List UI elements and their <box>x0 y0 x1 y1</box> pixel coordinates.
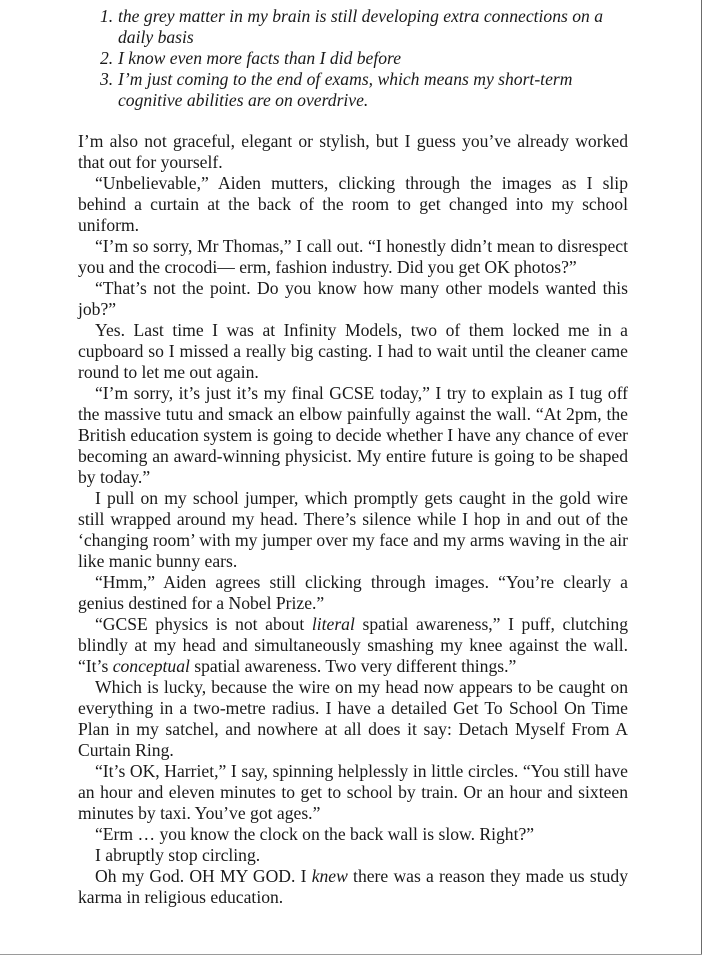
paragraph-text: “Unbelievable,” Aiden mutters, clicking through the images as I slip behind a curtain at the back of the room to get changed into my school uniform. <box>78 173 628 235</box>
paragraph <box>78 677 628 761</box>
paragraph-text: “It’s OK, Harriet,” I say, spinning helplessly in little circles. “You still have an hour and eleven minutes to get to school by train. Or an hour and sixteen minutes by taxi. You’ve got ages.” <box>78 761 628 823</box>
paragraph <box>78 131 628 173</box>
paragraph-text: “I’m so sorry, Mr Thomas,” I call out. “I honestly didn’t mean to disrespect you and the crocodi— erm, fashion industry. Did you get OK photos?” <box>78 236 628 277</box>
body-text <box>78 131 628 908</box>
paragraph-text: I pull on my school jumper, which promptly gets caught in the gold wire still wrapped around my head. There’s silence while I hop in and out of the ‘changing room’ with my jumper over my face and my arms waving in the air like manic bunny ears. <box>78 488 628 571</box>
paragraph-text: there was a reason they made us study karma in religious education. <box>78 866 628 907</box>
paragraph <box>78 761 628 824</box>
numbered-list <box>78 6 610 111</box>
paragraph <box>78 320 628 383</box>
paragraph-text: “Hmm,” Aiden agrees still clicking through images. “You’re clearly a genius destined for a Nobel Prize.” <box>78 572 628 613</box>
paragraph-text: “That’s not the point. Do you know how many other models wanted this job?” <box>78 278 628 319</box>
paragraph <box>78 236 628 278</box>
list-item: I’m just coming to the end of exams, which means my short-term cognitive abilities are on overdrive. <box>118 69 573 110</box>
paragraph <box>78 488 628 572</box>
paragraph-text: I’m also not graceful, elegant or stylish, but I guess you’ve already worked that out for yourself. <box>78 131 628 172</box>
list-item: the grey matter in my brain is still developing extra connections on a daily basis <box>118 6 604 47</box>
paragraph-text: Oh my God. OH MY GOD. I <box>95 866 312 886</box>
paragraph <box>78 383 628 488</box>
paragraph-text: spatial awareness,” I puff, clutching blindly at my head and simultaneously smashing my knee against the wall. “It’s <box>78 614 629 676</box>
emphasis-text: conceptual <box>112 656 190 676</box>
paragraph-text: “GCSE physics is not about <box>95 614 312 634</box>
paragraph-text: Which is lucky, because the wire on my head now appears to be caught on everything in a two-metre radius. I have a detailed Get To School On Time Plan in my satchel, and nowhere at all does it say: Detach Myself From A Curtain Ring. <box>78 677 628 760</box>
paragraph-text: spatial awareness. Two very different things.” <box>189 656 517 676</box>
paragraph-text: “I’m sorry, it’s just it’s my final GCSE today,” I try to explain as I tug off the massive tutu and smack an elbow painfully against the wall. “At 2pm, the British education system is going to decide whether I have any chance of ever becoming an award-winning physicist. My entire future is going to be shaped by today.” <box>78 383 628 487</box>
paragraph <box>78 173 628 236</box>
paragraph <box>78 572 628 614</box>
list-item: I know even more facts than I did before <box>118 48 402 68</box>
paragraph-text: “Erm … you know the clock on the back wall is slow. Right?” <box>95 824 535 844</box>
paragraph <box>78 845 628 866</box>
paragraph <box>78 614 628 677</box>
emphasis-text: literal <box>311 614 355 634</box>
page-body <box>78 6 628 908</box>
emphasis-text: knew <box>311 866 348 886</box>
paragraph <box>78 824 628 845</box>
paragraph-text: I abruptly stop circling. <box>95 845 261 865</box>
paragraph-text: Yes. Last time I was at Infinity Models, two of them locked me in a cupboard so I missed a really big casting. I had to wait until the cleaner came round to let me out again. <box>78 320 628 382</box>
paragraph <box>78 866 628 908</box>
paragraph <box>78 278 628 320</box>
